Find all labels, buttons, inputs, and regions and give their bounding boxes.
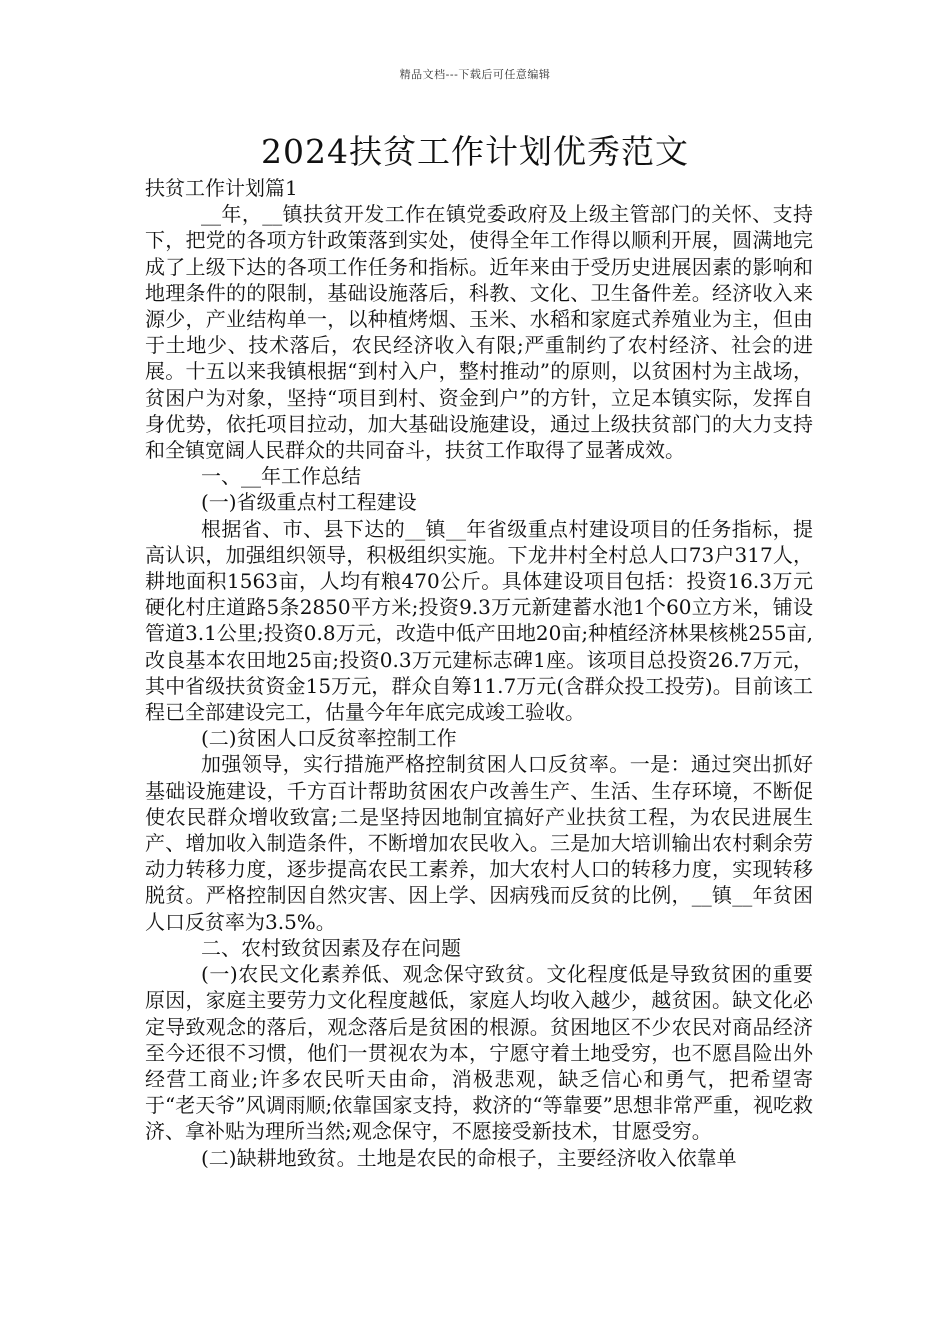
heading-poverty-causes: 二、农村致贫因素及存在问题	[201, 935, 461, 960]
document-title: 2024扶贫工作计划优秀范文	[261, 132, 689, 171]
paragraph-key-village-project: 根据省、市、县下达的__镇__年省级重点村建设项目的任务指标，提高认识，加强组织领导，积极组织实施。下龙井村全村总人口73户317人，耕地面积1563亩，人均有粮470公斤。具体建设项目包括：投资16.3万元硬化村庄道路5条2850平方米;投资9.3万元新建蓄水池1个60立方米，铺设管道3.1公里;投资0.8万元，改造中低产田地20亩;种植经济林果核桃255亩,改良基本农田地25亩;投资0.3万元建标志碑1座。该项目总投资26.7万元，其中省级扶贫资金15万元，群众自筹11.7万元(含群众投工投劳)。目前该工程已全部建设完工，估量今年年底完成竣工验收。	[145, 516, 813, 725]
paragraph-education-cause: (一)农民文化素养低、观念保守致贫。文化程度低是导致贫困的重要原因，家庭主要劳力文化程度越低，家庭人均收入越少，越贫困。缺文化必定导致观念的落后，观念落后是贫困的根源。贫困地区不少农民对商品经济至今还很不习惯，他们一贯视农为本，宁愿守着土地受穷，也不愿昌险出外经营工商业;许多农民听天由命，消极悲观，缺乏信心和勇气，把希望寄于“老天爷”风调雨顺;依靠国家支持，救济的“等靠要”思想非常严重，视吃救济、拿补贴为理所当然;观念保守，不愿接受新技术，甘愿受穷。	[145, 962, 813, 1144]
paragraph-intro: __年，__镇扶贫开发工作在镇党委政府及上级主管部门的关怀、支持下，把党的各项方针政策落到实处，使得全年工作得以顺利开展，圆满地完成了上级下达的各项工作任务和指标。近年来由于受历史进展因素的影响和地理条件的的限制，基础设施落后，科教、文化、卫生备件差。经济收入来源少，产业结构单一，以种植烤烟、玉米、水稻和家庭式养殖业为主，但由于土地少、技术落后，农民经济收入有限;严重制约了农村经济、社会的进展。十五以来我镇根据“到村入户，整村推动”的原则，以贫困村为主战场，贫困户为对象，坚持“项目到村、资金到户”的方针，立足本镇实际，发挥自身优势，依托项目拉动，加大基础设施建设，通过上级扶贫部门的大力支持和全镇宽阔人民群众的共同奋斗，扶贫工作取得了显著成效。	[145, 202, 813, 463]
page-header: 精品文档---下载后可任意编辑	[399, 68, 551, 81]
subheading-poverty-return-control: (二)贫困人口反贫率控制工作	[201, 726, 457, 751]
paragraph-land-cause: (二)缺耕地致贫。土地是农民的命根子，主要经济收入依靠单	[201, 1145, 737, 1170]
subheading-key-village-project: (一)省级重点村工程建设	[201, 490, 417, 515]
section-heading-plan-1: 扶贫工作计划篇1	[145, 176, 298, 200]
document-body	[145, 175, 813, 1171]
heading-year-summary: 一、__年工作总结	[201, 464, 361, 489]
paragraph-poverty-return-control: 加强领导，实行措施严格控制贫困人口反贫率。一是：通过突出抓好基础设施建设，千方百计帮助贫困农户改善生产、生活、生存环境，不断促使农民群众增收致富;二是坚持因地制宜搞好产业扶贫工程，为农民进展生产、增加收入制造条件，不断增加农民收入。三是加大培训输出农村剩余劳动力转移力度，逐步提高农民工素养，加大农村人口的转移力度，实现转移脱贫。严格控制因自然灾害、因上学、因病残而反贫的比例，__镇__年贫困人口反贫率为3.5%。	[145, 752, 813, 934]
